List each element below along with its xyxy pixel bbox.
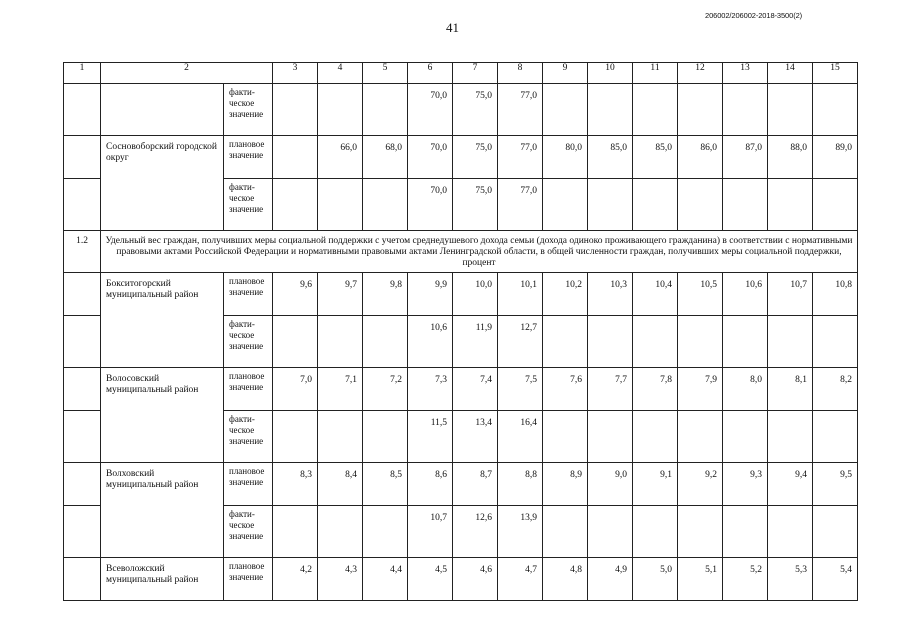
- value-cell: [588, 316, 633, 368]
- header-cell: 8: [498, 63, 543, 84]
- value-cell: [318, 179, 363, 231]
- value-cell: 68,0: [363, 136, 408, 179]
- value-cell: [723, 316, 768, 368]
- value-cell: [768, 84, 813, 136]
- region-name: Сосновоборский городской округ: [101, 136, 224, 231]
- value-cell: 9,5: [813, 463, 858, 506]
- value-cell: 5,3: [768, 558, 813, 601]
- value-cell: 9,6: [273, 273, 318, 316]
- value-cell: 11,5: [408, 411, 453, 463]
- table-row: [64, 463, 858, 506]
- value-cell: 4,4: [363, 558, 408, 601]
- value-cell: [633, 316, 678, 368]
- value-cell: [588, 506, 633, 558]
- value-cell: 7,0: [273, 368, 318, 411]
- value-type-label: факти- ческое значение: [224, 316, 273, 368]
- value-cell: 4,6: [453, 558, 498, 601]
- value-cell: 7,7: [588, 368, 633, 411]
- value-cell: 7,1: [318, 368, 363, 411]
- value-cell: 77,0: [498, 179, 543, 231]
- value-type-label: факти- ческое значение: [224, 84, 273, 136]
- value-cell: [363, 316, 408, 368]
- region-name: Всеволожский муниципальный район: [101, 558, 224, 601]
- value-cell: 10,3: [588, 273, 633, 316]
- value-cell: [543, 179, 588, 231]
- region-name: Волосовский муниципальный район: [101, 368, 224, 463]
- value-cell: 10,0: [453, 273, 498, 316]
- value-cell: [318, 506, 363, 558]
- region-name: Волховский муниципальный район: [101, 463, 224, 558]
- header-cell: 1: [64, 63, 101, 84]
- value-type-label: плановое значение: [224, 273, 273, 316]
- value-cell: 75,0: [453, 84, 498, 136]
- value-cell: 9,1: [633, 463, 678, 506]
- value-type-label: плановое значение: [224, 368, 273, 411]
- table-row: [64, 558, 858, 601]
- value-cell: 87,0: [723, 136, 768, 179]
- value-cell: 9,8: [363, 273, 408, 316]
- value-cell: 4,2: [273, 558, 318, 601]
- value-cell: 9,2: [678, 463, 723, 506]
- value-cell: 16,4: [498, 411, 543, 463]
- header-cell: 12: [678, 63, 723, 84]
- value-cell: [588, 411, 633, 463]
- row-number-cell: [64, 463, 101, 506]
- value-cell: 12,7: [498, 316, 543, 368]
- value-cell: [723, 506, 768, 558]
- value-cell: 8,6: [408, 463, 453, 506]
- value-cell: 9,9: [408, 273, 453, 316]
- section-number: 1.2: [64, 231, 101, 273]
- value-cell: 13,4: [453, 411, 498, 463]
- value-type-label: факти- ческое значение: [224, 179, 273, 231]
- value-cell: 8,8: [498, 463, 543, 506]
- row-number-cell: [64, 558, 101, 601]
- value-cell: [768, 316, 813, 368]
- value-type-label: факти- ческое значение: [224, 411, 273, 463]
- header-cell: 14: [768, 63, 813, 84]
- header-cell: 4: [318, 63, 363, 84]
- value-cell: 8,5: [363, 463, 408, 506]
- table-row: [64, 84, 858, 136]
- value-cell: 5,4: [813, 558, 858, 601]
- page-number: 41: [446, 20, 459, 35]
- table-row: [64, 136, 858, 179]
- table-row: [64, 368, 858, 411]
- value-type-label: факти- ческое значение: [224, 506, 273, 558]
- value-cell: 10,2: [543, 273, 588, 316]
- value-cell: 77,0: [498, 136, 543, 179]
- value-cell: [678, 84, 723, 136]
- value-cell: [678, 506, 723, 558]
- header-cell: 10: [588, 63, 633, 84]
- region-name: [101, 84, 224, 136]
- value-cell: 70,0: [408, 84, 453, 136]
- value-cell: 8,2: [813, 368, 858, 411]
- value-cell: [678, 179, 723, 231]
- value-cell: [723, 84, 768, 136]
- value-cell: [813, 179, 858, 231]
- value-cell: 10,6: [723, 273, 768, 316]
- value-cell: 7,4: [453, 368, 498, 411]
- value-cell: 80,0: [543, 136, 588, 179]
- value-cell: [768, 179, 813, 231]
- value-cell: 75,0: [453, 136, 498, 179]
- value-cell: 4,8: [543, 558, 588, 601]
- value-cell: 4,7: [498, 558, 543, 601]
- value-cell: [318, 84, 363, 136]
- value-cell: [633, 179, 678, 231]
- value-cell: [318, 411, 363, 463]
- value-cell: 10,1: [498, 273, 543, 316]
- row-number-cell: [64, 411, 101, 463]
- value-cell: 5,1: [678, 558, 723, 601]
- header-cell: 2: [101, 63, 273, 84]
- value-cell: 7,3: [408, 368, 453, 411]
- value-cell: [678, 411, 723, 463]
- value-cell: [363, 411, 408, 463]
- value-cell: 7,2: [363, 368, 408, 411]
- header-cell: 13: [723, 63, 768, 84]
- value-cell: 8,0: [723, 368, 768, 411]
- value-cell: 7,6: [543, 368, 588, 411]
- value-cell: [273, 506, 318, 558]
- value-cell: [363, 506, 408, 558]
- value-cell: [543, 506, 588, 558]
- value-cell: 10,7: [768, 273, 813, 316]
- value-cell: [543, 84, 588, 136]
- value-cell: 7,8: [633, 368, 678, 411]
- value-cell: [588, 84, 633, 136]
- value-cell: 10,6: [408, 316, 453, 368]
- header-cell: 7: [453, 63, 498, 84]
- value-cell: [633, 84, 678, 136]
- row-number-cell: [64, 179, 101, 231]
- value-cell: 8,9: [543, 463, 588, 506]
- document-id: 206002/206002-2018-3500(2): [705, 11, 803, 20]
- value-cell: [633, 506, 678, 558]
- section-row: [64, 231, 858, 273]
- row-number-cell: [64, 316, 101, 368]
- value-cell: 75,0: [453, 179, 498, 231]
- header-cell: 15: [813, 63, 858, 84]
- value-type-label: плановое значение: [224, 463, 273, 506]
- row-number-cell: [64, 136, 101, 179]
- value-cell: [723, 411, 768, 463]
- value-cell: 9,7: [318, 273, 363, 316]
- value-cell: 8,3: [273, 463, 318, 506]
- value-cell: 9,0: [588, 463, 633, 506]
- value-cell: [363, 179, 408, 231]
- header-cell: 6: [408, 63, 453, 84]
- value-cell: 13,9: [498, 506, 543, 558]
- value-cell: 4,9: [588, 558, 633, 601]
- value-cell: [318, 316, 363, 368]
- value-cell: [633, 411, 678, 463]
- value-cell: 10,5: [678, 273, 723, 316]
- value-cell: [543, 411, 588, 463]
- region-name: Бокситогорский муниципальный район: [101, 273, 224, 368]
- indicator-table: [63, 62, 858, 601]
- row-number-cell: [64, 84, 101, 136]
- value-cell: 89,0: [813, 136, 858, 179]
- value-cell: 7,9: [678, 368, 723, 411]
- value-cell: 85,0: [588, 136, 633, 179]
- value-cell: 11,9: [453, 316, 498, 368]
- value-cell: 70,0: [408, 179, 453, 231]
- value-cell: [543, 316, 588, 368]
- value-cell: [273, 136, 318, 179]
- value-cell: 9,4: [768, 463, 813, 506]
- row-number-cell: [64, 273, 101, 316]
- value-cell: 4,3: [318, 558, 363, 601]
- header-cell: 11: [633, 63, 678, 84]
- header-cell: 3: [273, 63, 318, 84]
- value-cell: [723, 179, 768, 231]
- value-cell: 77,0: [498, 84, 543, 136]
- value-type-label: плановое значение: [224, 136, 273, 179]
- value-cell: 5,2: [723, 558, 768, 601]
- value-cell: [813, 506, 858, 558]
- value-cell: 85,0: [633, 136, 678, 179]
- value-cell: 66,0: [318, 136, 363, 179]
- table-row: [64, 273, 858, 316]
- value-cell: [273, 179, 318, 231]
- value-cell: [588, 179, 633, 231]
- value-cell: [273, 411, 318, 463]
- value-cell: 10,4: [633, 273, 678, 316]
- value-cell: 8,4: [318, 463, 363, 506]
- value-cell: 86,0: [678, 136, 723, 179]
- value-cell: 10,7: [408, 506, 453, 558]
- value-cell: 7,5: [498, 368, 543, 411]
- value-cell: [678, 316, 723, 368]
- value-cell: [768, 506, 813, 558]
- value-cell: [813, 411, 858, 463]
- header-cell: 9: [543, 63, 588, 84]
- value-cell: 10,8: [813, 273, 858, 316]
- value-cell: 8,1: [768, 368, 813, 411]
- value-type-label: плановое значение: [224, 558, 273, 601]
- value-cell: [813, 316, 858, 368]
- header-cell: 5: [363, 63, 408, 84]
- value-cell: 88,0: [768, 136, 813, 179]
- value-cell: [768, 411, 813, 463]
- value-cell: 5,0: [633, 558, 678, 601]
- value-cell: [273, 84, 318, 136]
- value-cell: 8,7: [453, 463, 498, 506]
- row-number-cell: [64, 506, 101, 558]
- value-cell: [273, 316, 318, 368]
- row-number-cell: [64, 368, 101, 411]
- value-cell: [363, 84, 408, 136]
- value-cell: 70,0: [408, 136, 453, 179]
- value-cell: 9,3: [723, 463, 768, 506]
- value-cell: 12,6: [453, 506, 498, 558]
- value-cell: 4,5: [408, 558, 453, 601]
- section-title: Удельный вес граждан, получивших меры социальной поддержки с учетом среднедушевого дохода семьи (дохода одиноко проживающего гражданина) в соответствии с нормативными правовыми актами Российской Федерации и нормативными правовыми актами Ленинградской области, в общей численности граждан, получивших меры социальной поддержки, процент: [101, 231, 858, 273]
- value-cell: [813, 84, 858, 136]
- header-row: [64, 63, 858, 84]
